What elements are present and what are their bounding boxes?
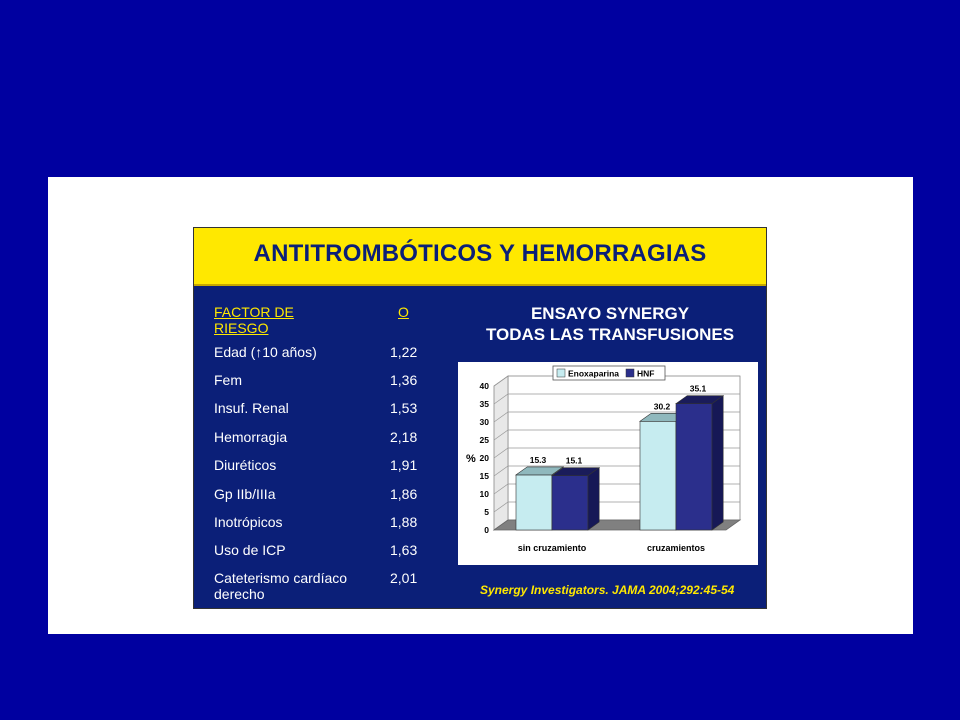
y-tick-label: 40 [479, 381, 489, 391]
y-tick-label: 20 [479, 453, 489, 463]
bar-front [676, 404, 712, 530]
bar-side [712, 396, 723, 530]
chart-heading [462, 303, 758, 345]
slide [193, 227, 767, 609]
data-label: 15.1 [565, 455, 583, 466]
table-row-label: Insuf. Renal [214, 400, 289, 416]
table-row-value: 1,53 [390, 400, 418, 416]
table-row-value: 2,18 [390, 429, 418, 445]
y-tick-label: 30 [479, 417, 489, 427]
title-bar [194, 228, 766, 286]
table-row-label: Cateterismo cardíaco derecho [214, 570, 348, 602]
table-row-value: 1,91 [390, 457, 418, 473]
y-tick-label: 0 [484, 525, 489, 535]
x-tick-label: sin cruzamiento [517, 543, 587, 553]
table-row-value: 1,36 [390, 372, 418, 388]
chart-box [458, 362, 758, 565]
legend-label: HNF [637, 368, 655, 379]
y-tick-label: 25 [479, 435, 489, 445]
table-row-label: Edad (↑10 años) [214, 344, 317, 360]
data-label: 35.1 [689, 383, 707, 394]
table-row-label: Inotrópicos [214, 514, 283, 530]
y-tick-label: 35 [479, 399, 489, 409]
bar-front [552, 476, 588, 530]
chart-heading-line2: TODAS LAS TRANSFUSIONES [485, 325, 735, 344]
chart-heading-line1: ENSAYO SYNERGY [530, 304, 690, 323]
header-factor: FACTOR DE RIESGO [214, 304, 294, 336]
legend-swatch [626, 369, 634, 377]
data-label: 30.2 [653, 401, 671, 412]
header-value: O [398, 304, 409, 320]
table-row-value: 1,88 [390, 514, 418, 530]
table-row-value: 1,63 [390, 542, 418, 558]
table-row-value: 1,86 [390, 486, 418, 502]
y-axis-label: % [466, 453, 476, 465]
legend-swatch [557, 369, 565, 377]
table-row-label: Gp IIb/IIIa [214, 486, 276, 502]
slide-title: ANTITROMBÓTICOS Y HEMORRAGIAS [253, 240, 707, 267]
y-tick-label: 10 [479, 489, 489, 499]
table-row-value: 1,22 [390, 344, 418, 360]
x-tick-label: cruzamientos [646, 543, 706, 553]
bar-chart [458, 362, 758, 565]
table-row-label: Hemorragia [214, 429, 288, 445]
citation: Synergy Investigators. JAMA 2004;292:45-54 [480, 583, 735, 597]
table-row-label: Uso de ICP [214, 542, 286, 558]
data-label: 15.3 [529, 454, 547, 465]
bar-front [516, 475, 552, 530]
table-row-label: Diuréticos [214, 457, 277, 473]
y-tick-label: 15 [479, 471, 489, 481]
table-row-value: 2,01 [390, 570, 418, 586]
table-row-label: Fem [214, 372, 242, 388]
bar-front [640, 421, 676, 530]
y-tick-label: 5 [484, 507, 489, 517]
legend-label: Enoxaparina [568, 368, 620, 379]
bar-side [588, 468, 599, 530]
